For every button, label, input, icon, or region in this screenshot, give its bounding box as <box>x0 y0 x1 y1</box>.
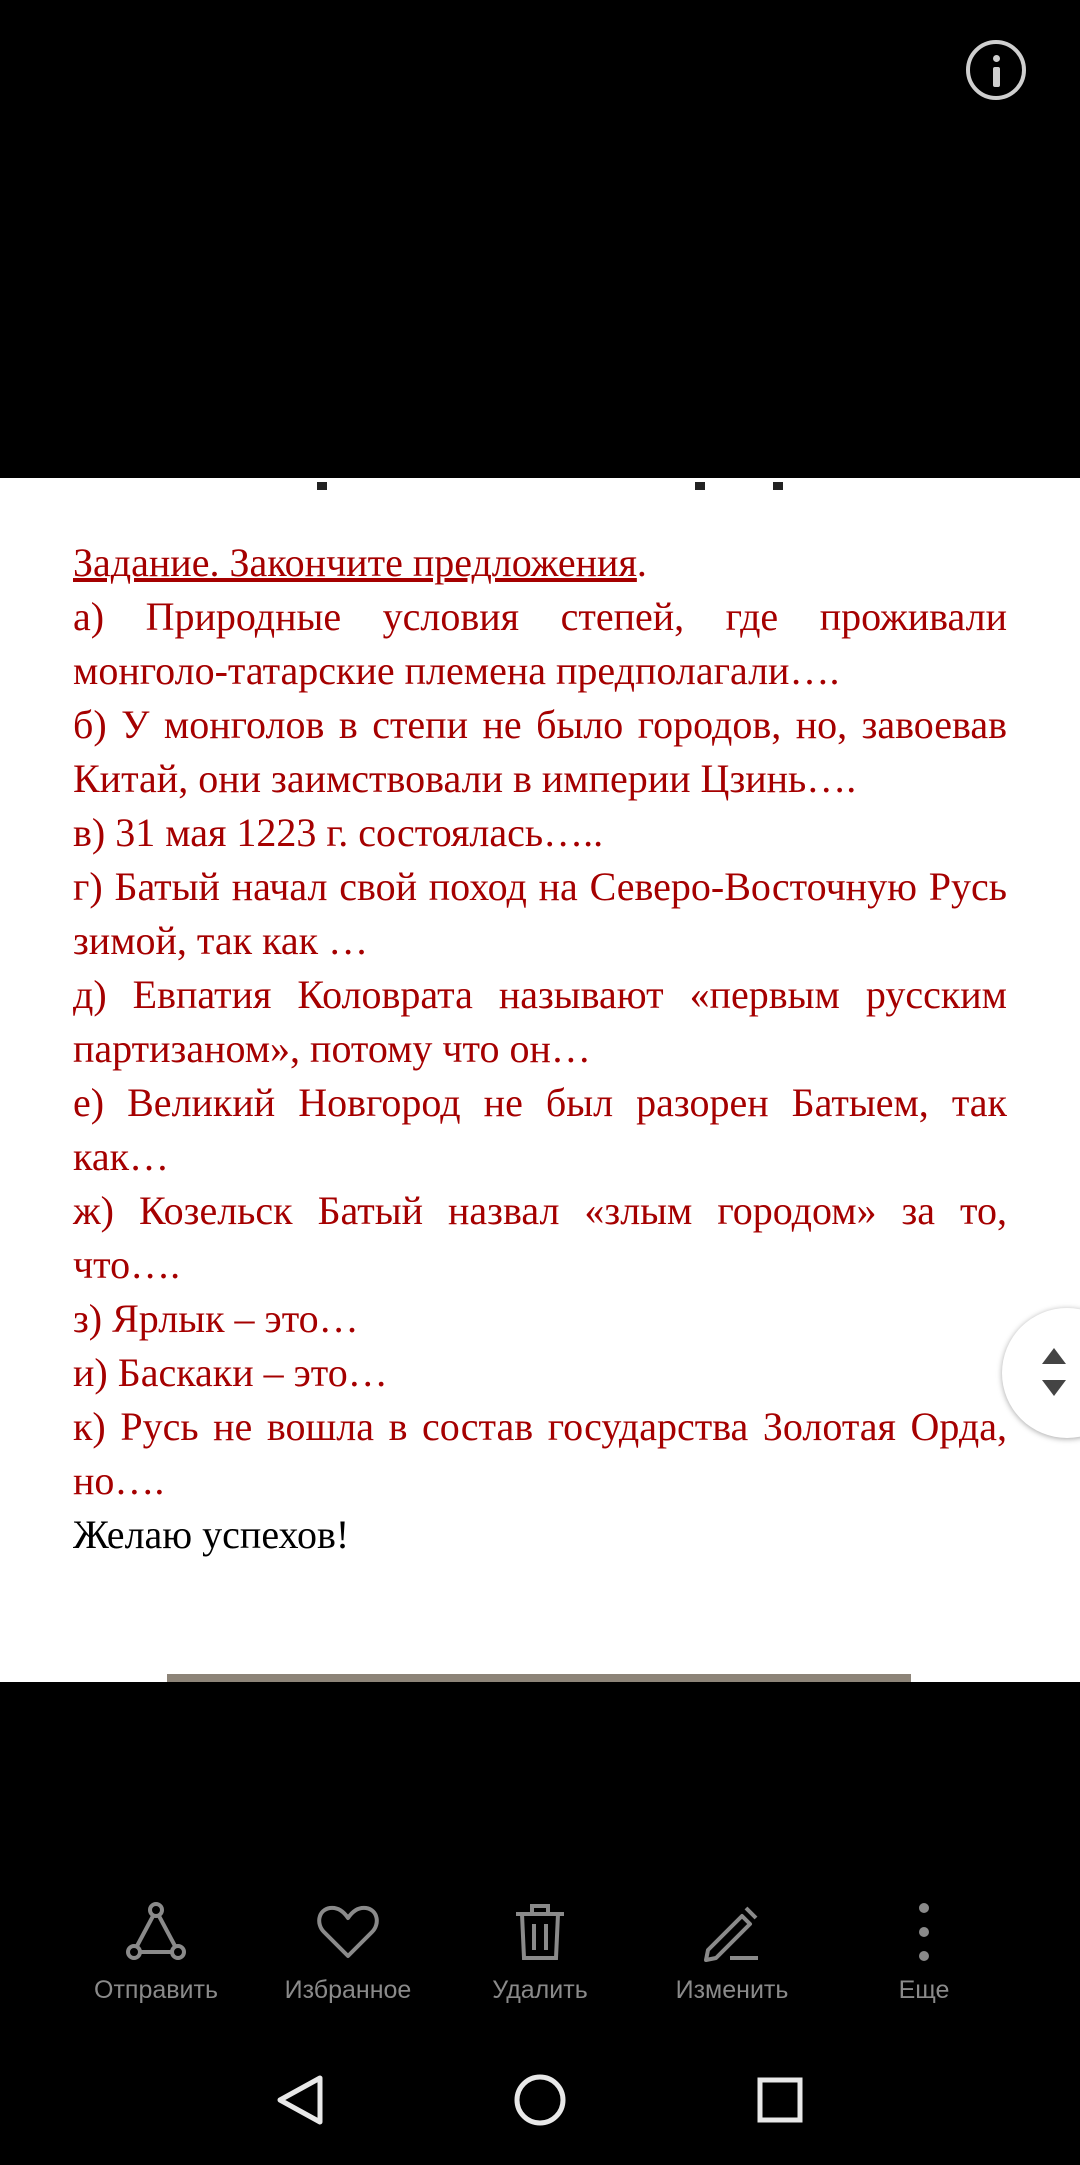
share-icon <box>124 1900 188 1964</box>
more-button[interactable] <box>834 1900 1014 2005</box>
info-button[interactable] <box>966 40 1026 100</box>
heart-icon <box>316 1900 380 1964</box>
bottom-action-bar <box>0 1900 1080 2020</box>
recents-button[interactable] <box>720 2040 840 2160</box>
item-b: б) У монголов в степи не было городов, но, завоевав Китай, они заимствовали в империи Цзинь…. <box>73 702 1007 801</box>
item-a: а) Природные условия степей, где проживали монголо-татарские племена предполагали…. <box>73 594 1007 693</box>
more-label: Еще <box>898 1976 950 2004</box>
system-navigation-bar <box>0 2040 1080 2160</box>
item-e: е) Великий Новгород не был разорен Батыем, так как… <box>73 1080 1007 1179</box>
item-v: в) 31 мая 1223 г. состоялась….. <box>73 810 604 855</box>
document-text <box>73 536 1007 1562</box>
item-g: г) Батый начал свой поход на Северо-Восточную Русь зимой, так как … <box>73 864 1007 963</box>
more-vertical-icon <box>892 1900 956 1964</box>
item-k: к) Русь не вошла в состав государства Золотая Орда, но…. <box>73 1404 1007 1503</box>
closing-line: Желаю успехов! <box>73 1512 350 1557</box>
pencil-icon <box>700 1900 764 1964</box>
item-i: и) Баскаки – это… <box>73 1350 388 1395</box>
scroll-up-icon <box>1042 1348 1066 1364</box>
photo-document <box>0 478 1080 1682</box>
cropped-glyph <box>317 482 327 490</box>
home-button[interactable] <box>480 2040 600 2160</box>
trash-icon <box>508 1900 572 1964</box>
task-heading-line <box>73 536 1007 590</box>
cropped-glyph <box>773 482 783 490</box>
cropped-glyph <box>695 482 705 490</box>
share-label: Отправить <box>94 1976 218 2004</box>
scroll-down-icon <box>1042 1380 1066 1396</box>
item-zh: ж) Козельск Батый назвал «злым городом» за то, что…. <box>73 1188 1007 1287</box>
recents-square-icon <box>720 2040 840 2160</box>
edit-button[interactable] <box>642 1900 822 2005</box>
task-heading-end: . <box>636 540 647 585</box>
back-button[interactable] <box>240 2040 360 2160</box>
favorite-label: Избранное <box>284 1976 412 2004</box>
back-triangle-icon <box>240 2040 360 2160</box>
next-photo-edge <box>167 1674 911 1682</box>
delete-button[interactable] <box>450 1900 630 2005</box>
info-icon <box>993 55 1000 62</box>
item-z: з) Ярлык – это… <box>73 1296 359 1341</box>
info-icon-stem <box>993 67 1000 87</box>
cropped-text-line <box>73 482 1003 494</box>
home-circle-icon <box>480 2040 600 2160</box>
item-d: д) Евпатия Коловрата называют «первым русским партизаном», потому что он… <box>73 972 1007 1071</box>
task-heading: Задание. Закончите предложения <box>73 540 637 585</box>
share-button[interactable] <box>66 1900 246 2005</box>
edit-label: Изменить <box>675 1976 789 2004</box>
favorite-button[interactable] <box>258 1900 438 2005</box>
delete-label: Удалить <box>492 1976 588 2004</box>
